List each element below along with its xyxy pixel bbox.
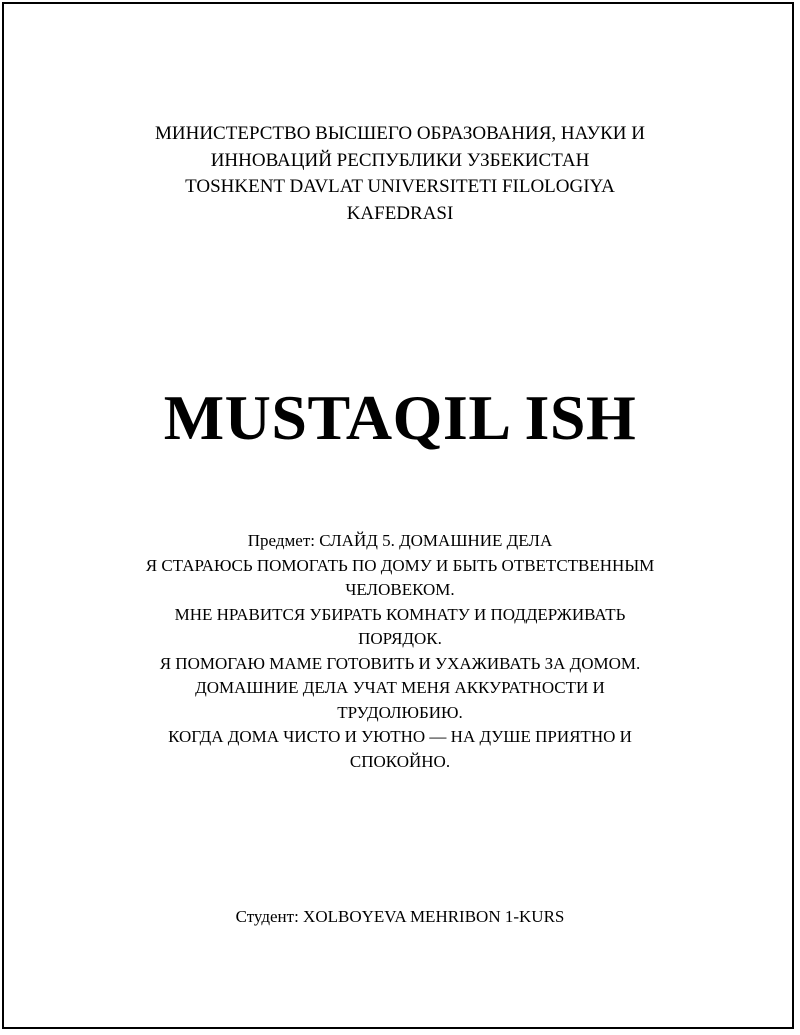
subject-line: КОГДА ДОМА ЧИСТО И УЮТНО — НА ДУШЕ ПРИЯТНО И xyxy=(168,727,632,746)
document-title: MUSTAQIL ISH xyxy=(163,382,637,453)
subject-line: ЧЕЛОВЕКОМ. xyxy=(345,580,455,599)
student-line: Студент: XOLBOYEVA MEHRIBON 1-KURS xyxy=(235,907,565,926)
header-line: МИНИСТЕРСТВО ВЫСШЕГО ОБРАЗОВАНИЯ, НАУКИ И xyxy=(155,123,645,144)
ministry-header xyxy=(0,121,800,227)
header-line: KAFEDRASI xyxy=(346,202,454,224)
subject-text xyxy=(0,529,800,774)
subject-line: ДОМАШНИЕ ДЕЛА УЧАТ МЕНЯ АККУРАТНОСТИ И xyxy=(195,678,605,697)
subject-line: ТРУДОЛЮБИЮ. xyxy=(337,702,463,722)
subject-line: МНЕ НРАВИТСЯ УБИРАТЬ КОМНАТУ И ПОДДЕРЖИВАТЬ xyxy=(174,604,626,624)
subject-line: Я СТАРАЮСЬ ПОМОГАТЬ ПО ДОМУ И БЫТЬ ОТВЕТСТВЕННЫМ xyxy=(145,555,655,575)
subject-line: Предмет: СЛАЙД 5. ДОМАШНИЕ ДЕЛА xyxy=(247,531,553,550)
subject-line: Я ПОМОГАЮ МАМЕ ГОТОВИТЬ И УХАЖИВАТЬ ЗА ДОМОМ. xyxy=(159,653,641,673)
header-line: TOSHKENT DAVLAT UNIVERSITETI FILOLOGIYA xyxy=(185,176,615,197)
subject-line: ПОРЯДОК. xyxy=(358,629,442,648)
subject-line: СПОКОЙНО. xyxy=(349,751,451,771)
header-line: ИННОВАЦИЙ РЕСПУБЛИКИ УЗБЕКИСТАН xyxy=(210,149,590,171)
